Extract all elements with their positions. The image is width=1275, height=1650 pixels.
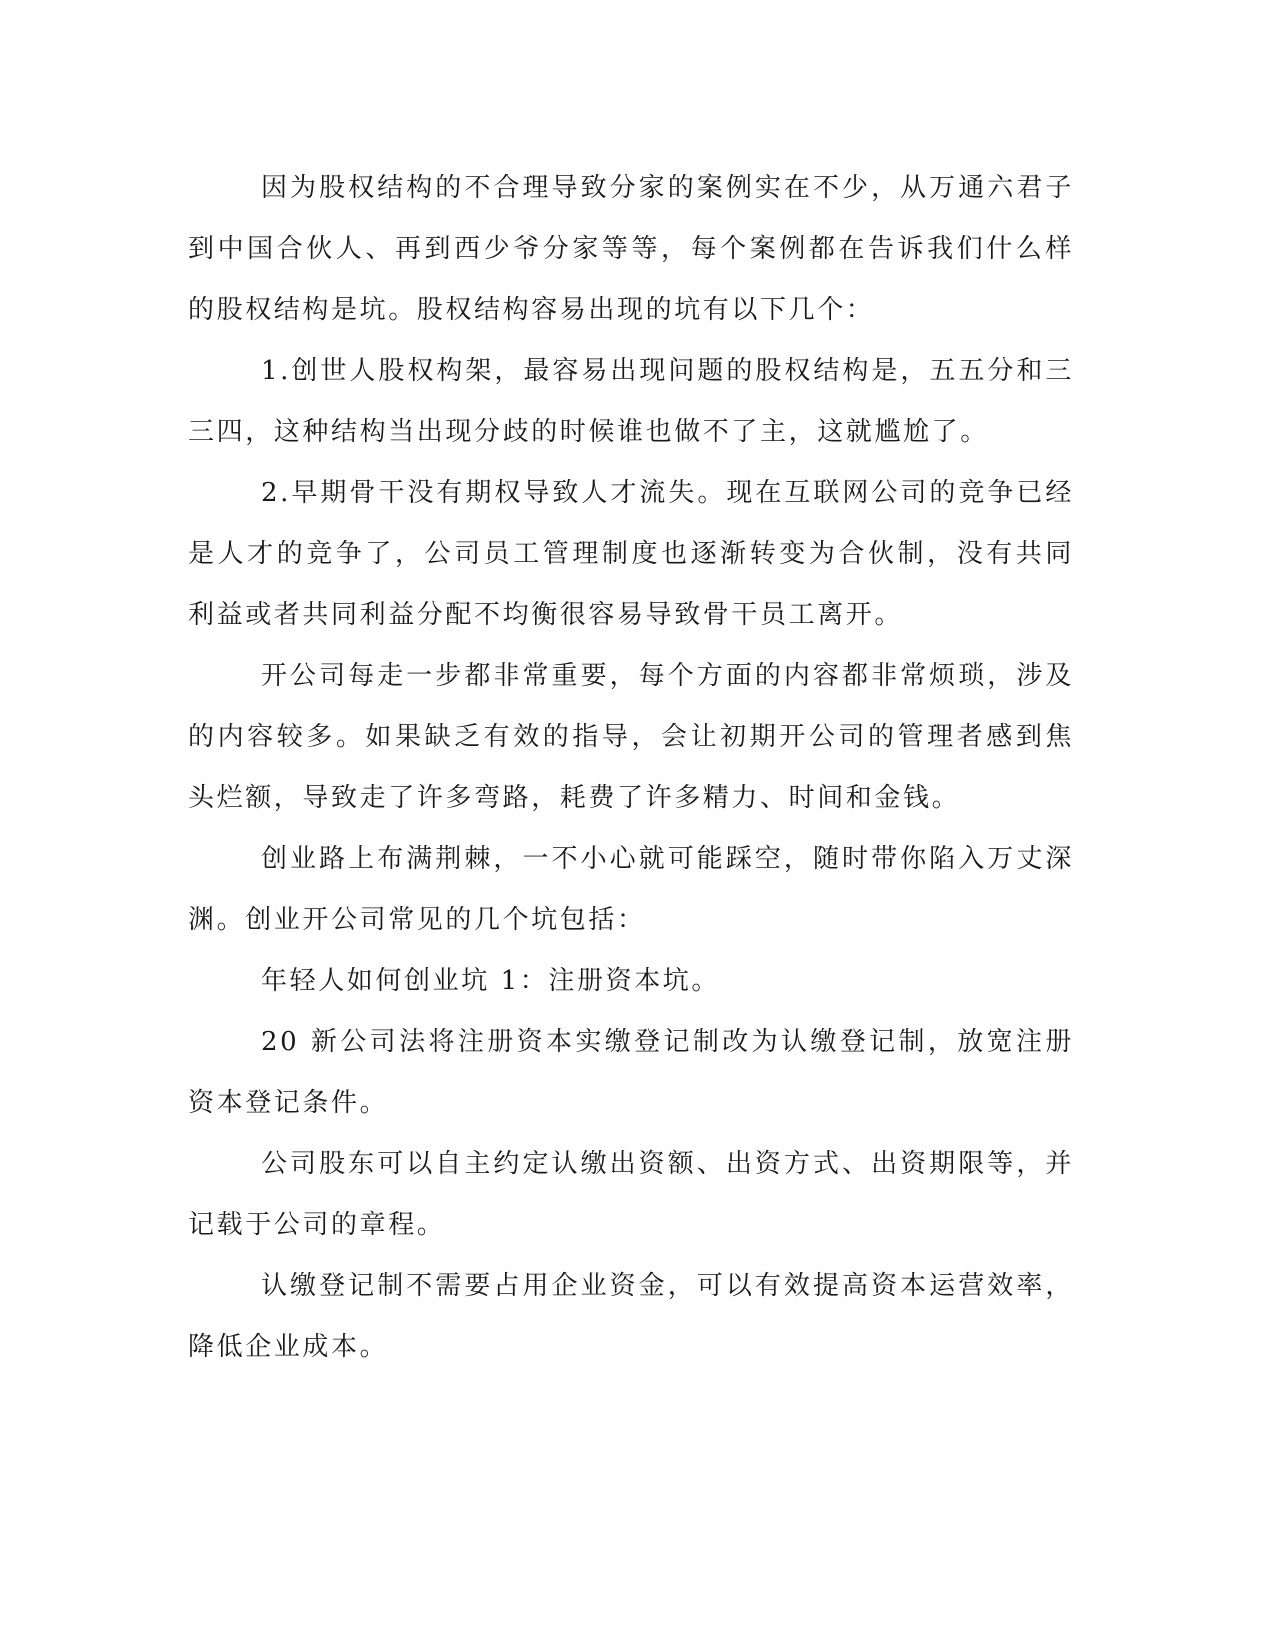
paragraph-shareholder-agreement: 公司股东可以自主约定认缴出资额、出资方式、出资期限等，并记载于公司的章程。 — [188, 1149, 1074, 1240]
paragraph-company-steps: 开公司每走一步都非常重要，每个方面的内容都非常烦琐，涉及的内容较多。如果缺乏有效的指导，会让初期开公司的管理者感到焦头烂额，导致走了许多弯路，耗费了许多精力、时间和金钱。 — [188, 661, 1074, 813]
paragraph-founder-equity-structure: 1.创世人股权构架，最容易出现问题的股权结构是，五五分和三三四，这种结构当出现分歧的时候谁也做不了主，这就尴尬了。 — [188, 356, 1074, 447]
paragraph-new-company-law: 20 新公司法将注册资本实缴登记制改为认缴登记制，放宽注册资本登记条件。 — [188, 1027, 1074, 1118]
paragraph-equity-pitfalls-intro: 因为股权结构的不合理导致分家的案例实在不少，从万通六君子到中国合伙人、再到西少爷分家等等，每个案例都在告诉我们什么样的股权结构是坑。股权结构容易出现的坑有以下几个： — [188, 173, 1074, 325]
paragraph-early-staff-options: 2.早期骨干没有期权导致人才流失。现在互联网公司的竞争已经是人才的竞争了，公司员工管理制度也逐渐转变为合伙制，没有共同利益或者共同利益分配不均衡很容易导致骨干员工离开。 — [188, 478, 1074, 630]
paragraph-startup-pitfalls: 创业路上布满荆棘，一不小心就可能踩空，随时带你陷入万丈深渊。创业开公司常见的几个坑包括： — [188, 844, 1074, 935]
paragraph-pitfall-1-heading: 年轻人如何创业坑 1：注册资本坑。 — [261, 966, 721, 996]
document-body — [188, 158, 1074, 1378]
paragraph-subscription-benefits: 认缴登记制不需要占用企业资金，可以有效提高资本运营效率，降低企业成本。 — [188, 1271, 1074, 1362]
